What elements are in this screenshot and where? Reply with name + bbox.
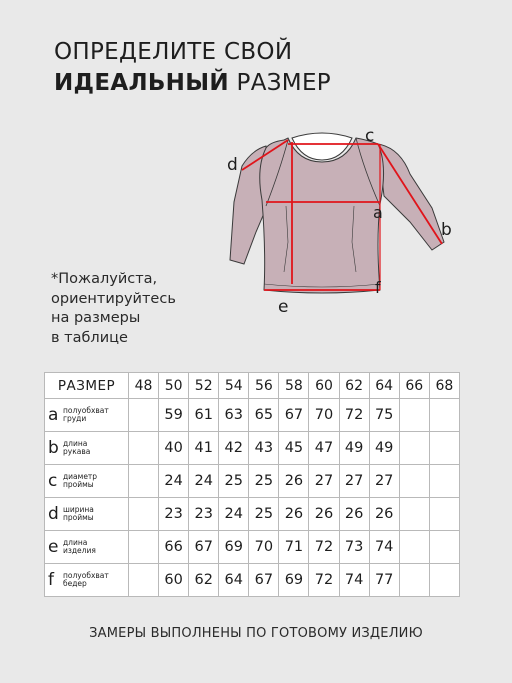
- table-cell: 61: [189, 399, 219, 432]
- label-c: c: [365, 126, 375, 146]
- table-cell: 67: [279, 399, 309, 432]
- row-label: [45, 564, 129, 597]
- row-description-line: диаметр: [63, 472, 98, 481]
- row-description: [63, 572, 109, 588]
- size-header-cell: 54: [219, 373, 249, 399]
- row-description-line: полуобхват: [63, 571, 109, 580]
- table-cell: 66: [159, 531, 189, 564]
- table-cell: 72: [339, 399, 369, 432]
- table-cell: 59: [159, 399, 189, 432]
- label-e: e: [278, 297, 289, 317]
- table-cell: 24: [219, 498, 249, 531]
- row-description: [63, 506, 94, 522]
- table-cell: 62: [189, 564, 219, 597]
- table-cell: 70: [249, 531, 279, 564]
- table-cell: [429, 531, 459, 564]
- table-cell: 23: [159, 498, 189, 531]
- table-cell: 69: [219, 531, 249, 564]
- size-header-cell: 60: [309, 373, 339, 399]
- row-description: [63, 407, 109, 423]
- table-row: [45, 564, 460, 597]
- row-description-line: ширина: [63, 505, 94, 514]
- table-row: [45, 498, 460, 531]
- table-cell: 74: [339, 564, 369, 597]
- table-cell: 73: [339, 531, 369, 564]
- table-cell: 23: [189, 498, 219, 531]
- table-cell: 72: [309, 531, 339, 564]
- row-description-line: полуобхват: [63, 406, 109, 415]
- table-cell: [399, 564, 429, 597]
- table-cell: 67: [249, 564, 279, 597]
- row-description-line: изделия: [63, 546, 96, 555]
- table-cell: [399, 432, 429, 465]
- label-f: f: [375, 278, 381, 297]
- table-cell: [429, 399, 459, 432]
- table-cell: 27: [369, 465, 399, 498]
- table-cell: 41: [189, 432, 219, 465]
- label-d: d: [227, 155, 238, 175]
- table-row: [45, 399, 460, 432]
- table-cell: 25: [249, 498, 279, 531]
- size-header-cell: 52: [189, 373, 219, 399]
- size-header-cell: 58: [279, 373, 309, 399]
- row-letter: d: [48, 503, 59, 524]
- note-line: на размеры: [51, 310, 141, 326]
- row-letter: b: [48, 437, 59, 458]
- table-cell: [399, 399, 429, 432]
- row-description-line: проймы: [63, 513, 94, 522]
- row-label: [45, 498, 129, 531]
- table-cell: 49: [339, 432, 369, 465]
- table-cell: 72: [309, 564, 339, 597]
- table-cell: 70: [309, 399, 339, 432]
- table-cell: 65: [249, 399, 279, 432]
- title-line-2: [54, 68, 331, 99]
- garment-illustration: [222, 122, 462, 318]
- size-header-cell: 66: [399, 373, 429, 399]
- table-cell: [129, 432, 159, 465]
- table-cell: [399, 531, 429, 564]
- garment-body: [260, 138, 384, 293]
- table-cell: 64: [219, 564, 249, 597]
- row-description: [63, 440, 90, 456]
- table-cell: [129, 531, 159, 564]
- row-label: [45, 531, 129, 564]
- table-cell: [399, 465, 429, 498]
- table-cell: 26: [279, 498, 309, 531]
- size-header-label: РАЗМЕР: [45, 373, 129, 399]
- title-line-1: ОПРЕДЕЛИТЕ СВОЙ: [54, 39, 293, 65]
- table-cell: 74: [369, 531, 399, 564]
- table-cell: 75: [369, 399, 399, 432]
- row-description: [63, 473, 97, 489]
- row-description-line: проймы: [63, 480, 94, 489]
- size-header-cell: 56: [249, 373, 279, 399]
- row-description-line: длина: [63, 439, 88, 448]
- footer-note: ЗАМЕРЫ ВЫПОЛНЕНЫ ПО ГОТОВОМУ ИЗДЕЛИЮ: [89, 626, 423, 641]
- table-cell: 71: [279, 531, 309, 564]
- table-cell: [129, 498, 159, 531]
- table-cell: [399, 498, 429, 531]
- table-cell: [429, 465, 459, 498]
- row-letter: a: [48, 404, 59, 425]
- table-cell: 26: [309, 498, 339, 531]
- table-cell: 60: [159, 564, 189, 597]
- table-cell: [429, 498, 459, 531]
- row-description-line: рукава: [63, 447, 91, 456]
- table-cell: 25: [249, 465, 279, 498]
- table-cell: 27: [309, 465, 339, 498]
- row-letter: f: [48, 569, 54, 590]
- size-header-cell: 48: [129, 373, 159, 399]
- note-line: ориентируйтесь: [51, 290, 176, 307]
- table-cell: [129, 399, 159, 432]
- row-label: [45, 465, 129, 498]
- size-header-cell: 62: [339, 373, 369, 399]
- table-cell: 69: [279, 564, 309, 597]
- table-row: [45, 432, 460, 465]
- title-bold-word: ИДЕАЛЬНЫЙ: [54, 70, 229, 96]
- table-cell: 49: [369, 432, 399, 465]
- table-cell: 47: [309, 432, 339, 465]
- table-cell: 40: [159, 432, 189, 465]
- row-label: [45, 432, 129, 465]
- size-header-cell: 68: [429, 373, 459, 399]
- page-title: [54, 37, 331, 99]
- table-cell: 25: [219, 465, 249, 498]
- table-cell: 45: [279, 432, 309, 465]
- table-cell: [429, 432, 459, 465]
- note-line: *Пожалуйста,: [51, 271, 158, 287]
- size-note: [51, 270, 176, 348]
- table-cell: 43: [249, 432, 279, 465]
- row-description-line: бедер: [63, 579, 87, 588]
- table-cell: 26: [279, 465, 309, 498]
- table-row: [45, 531, 460, 564]
- size-table: [44, 372, 460, 597]
- table-cell: 63: [219, 399, 249, 432]
- label-b: b: [441, 220, 452, 240]
- row-description-line: длина: [63, 538, 88, 547]
- table-cell: 24: [189, 465, 219, 498]
- label-a: a: [373, 203, 383, 222]
- table-cell: 26: [339, 498, 369, 531]
- row-description: [63, 539, 96, 555]
- size-header-row: [45, 373, 460, 399]
- title-rest-word: РАЗМЕР: [236, 70, 331, 96]
- size-header-cell: 50: [159, 373, 189, 399]
- table-cell: 26: [369, 498, 399, 531]
- row-label: [45, 399, 129, 432]
- table-cell: [129, 564, 159, 597]
- table-row: [45, 465, 460, 498]
- table-cell: 27: [339, 465, 369, 498]
- table-cell: 67: [189, 531, 219, 564]
- size-header-cell: 64: [369, 373, 399, 399]
- table-cell: 42: [219, 432, 249, 465]
- table-cell: 24: [159, 465, 189, 498]
- row-letter: e: [48, 536, 59, 557]
- table-cell: 77: [369, 564, 399, 597]
- table-cell: [429, 564, 459, 597]
- note-line: в таблице: [51, 329, 128, 346]
- row-description-line: груди: [63, 414, 87, 423]
- table-cell: [129, 465, 159, 498]
- row-letter: c: [48, 470, 58, 491]
